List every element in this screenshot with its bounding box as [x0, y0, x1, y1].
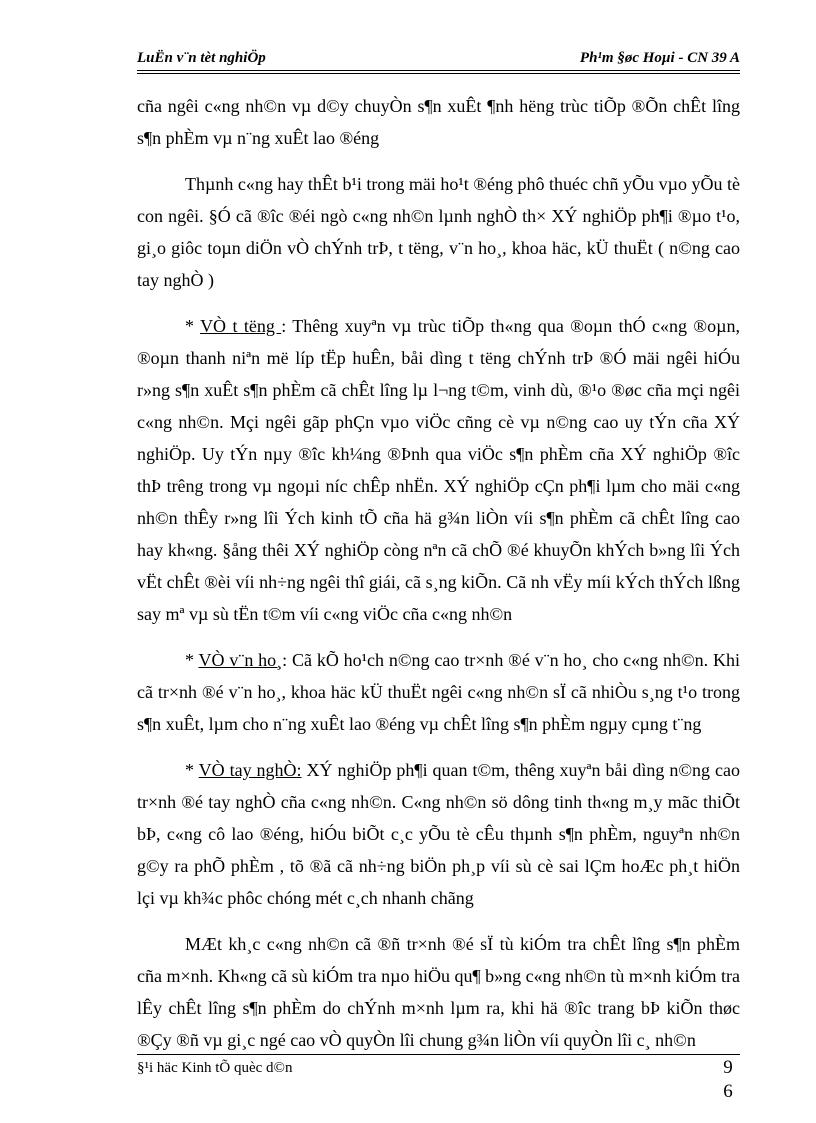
footer-rule [137, 1054, 740, 1055]
page-header [137, 48, 740, 70]
header-rule [137, 70, 740, 71]
section-label-ideology: VÒ t tëng [200, 316, 282, 336]
paragraph-ideology-text: : Thêng xuyªn vµ trùc tiÕp th«ng qua ®oµn thÓ c«ng ®oµn, ®oµn thanh niªn më líp tËp huÊn, båi dìng t tëng chÝnh trÞ ®Ó mäi ngêi hiÓu r»ng s¶n xuÊt s¶n phÈm cã chÊt lîng lµ l¬ng t©m, vinh dù, ®¹o ®øc cña mçi ngêi c«ng nh©n. Mçi ngêi gãp phÇn vµo viÖc cñng cè vµ n©ng cao uy tÝn cña XÝ nghiÖp. Uy tÝn nµy ®îc kh¼ng ®Þnh qua viÖc s¶n phÈm cña XÝ nghiÖp ®îc thÞ trêng trong vµ ngoµi níc chÊp nhËn. XÝ nghiÖp cÇn ph¶i lµm cho mäi c«ng nh©n thÊy r»ng lîi Ých kinh tÕ cña hä g¾n liÒn víi s¶n phÈm cã chÊt lîng cao hay kh«ng. §ång thêi XÝ nghiÖp còng nªn cã chÕ ®é khuyÕn khÝch b»ng lîi Ých vËt chÊt ®èi víi nh÷ng ngêi thî giái, cã s¸ng kiÕn. Cã nh vËy míi kÝch thÝch lßng say mª vµ sù tËn t©m víi c«ng viÖc cña c«ng nh©n [137, 316, 740, 624]
paragraph-culture: * VÒ v¨n ho¸: Cã kÕ ho¹ch n©ng cao tr×nh ®é v¨n ho¸ cho c«ng nh©n. Khi cã tr×nh ®é v¨n ho¸, khoa häc kÜ thuËt ngêi c«ng nh©n sÏ cã nhiÒu s¸ng t¹o trong s¶n xuÊt, lµm cho n¨ng xuÊt lao ®éng vµ chÊt lîng s¶n phÈm ngµy cµng t¨ng [137, 650, 740, 734]
section-label-culture: VÒ v¨n ho¸ [198, 650, 283, 670]
page-body [137, 90, 740, 1070]
header-thesis-title: LuËn v¨n tèt nghiÖp [137, 50, 266, 66]
paragraph-skill: * VÒ tay nghÒ: XÝ nghiÖp ph¶i quan t©m, thêng xuyªn båi dìng n©ng cao tr×nh ®é tay nghÒ cña c«ng nh©n. C«ng nh©n sö dông tinh th«ng m¸y mãc thiÕt bÞ, c«ng cô lao ®éng, hiÓu biÕt c¸c yÕu tè cÊu thµnh s¶n phÈm, nguyªn nh©n g©y ra phÕ phÈm , tõ ®ã cã nh÷ng biÖn ph¸p víi sù cè sai lÇm hoÆc ph¸t hiÖn lçi vµ kh¾c phôc chóng mét c¸ch nhanh chãng [137, 760, 740, 908]
paragraph-ideology: * VÒ t tëng : Thêng xuyªn vµ trùc tiÕp th«ng qua ®oµn thÓ c«ng ®oµn, ®oµn thanh niªn më líp tËp huÊn, båi dìng t tëng chÝnh trÞ ®Ó mäi ngêi hiÓu r»ng s¶n xuÊt s¶n phÈm cã chÊt lîng lµ l¬ng t©m, vinh dù, ®¹o ®øc cña mçi ngêi c«ng nh©n. Mçi ngêi gãp phÇn vµo viÖc cñng cè vµ n©ng cao uy tÝn cña XÝ nghiÖp. Uy tÝn nµy ®îc kh¼ng ®Þnh qua viÖc s¶n phÈm cña XÝ nghiÖp ®îc thÞ trêng trong vµ ngoµi níc chÊp nhËn. XÝ nghiÖp cÇn ph¶i lµm cho mäi c«ng nh©n thÊy r»ng lîi Ých kinh tÕ cña hä g¾n liÒn víi s¶n phÈm cã chÊt lîng cao hay kh«ng. §ång thêi XÝ nghiÖp còng nªn cã chÕ ®é khuyÕn khÝch b»ng lîi Ých vËt chÊt ®èi víi nh÷ng ngêi thî giái, cã s¸ng kiÕn. Cã nh vËy míi kÝch thÝch lßng say mª vµ sù tËn t©m víi c«ng viÖc cña c«ng nh©n [137, 316, 740, 624]
paragraph-culture-text: : Cã kÕ ho¹ch n©ng cao tr×nh ®é v¨n ho¸ cho c«ng nh©n. Khi cã tr×nh ®é v¨n ho¸, khoa häc kÜ thuËt ngêi c«ng nh©n sÏ cã nhiÒu s¸ng t¹o trong s¶n xuÊt, lµm cho n¨ng xuÊt lao ®éng vµ chÊt lîng s¶n phÈm ngµy cµng t¨ng [137, 650, 740, 734]
page-number-line-2: 6 [723, 1081, 733, 1102]
footer-university: §¹i häc Kinh tÕ quèc d©n [137, 1060, 293, 1076]
section-label-skill: VÒ tay nghÒ: [198, 760, 302, 780]
paragraph-skill-text: XÝ nghiÖp ph¶i quan t©m, thêng xuyªn båi dìng n©ng cao tr×nh ®é tay nghÒ cña c«ng nh©n. C«ng nh©n sö dông tinh th«ng m¸y mãc thiÕt bÞ, c«ng cô lao ®éng, hiÓu biÕt c¸c yÕu tè cÊu thµnh s¶n phÈm, nguyªn nh©n g©y ra phÕ phÈm , tõ ®ã cã nh÷ng biÖn ph¸p víi sù cè sai lÇm hoÆc ph¸t hiÖn lçi vµ kh¾c phôc chóng mét c¸ch nhanh chãng [137, 760, 740, 908]
paragraph-2: Thµnh c«ng hay thÊt b¹i trong mäi ho¹t ®éng phô thuéc chñ yÕu vµo yÕu tè con ngêi. §Ó cã ®îc ®éi ngò c«ng nh©n lµnh nghÒ th× XÝ nghiÖp ph¶i ®µo t¹o, gi¸o giôc toµn diÖn vÒ chÝnh trÞ, t tëng, v¨n ho¸, khoa häc, kÜ thuËt ( n©ng cao tay nghÒ ) [137, 174, 740, 290]
header-rule-thin [137, 73, 740, 74]
paragraph-1: cña ngêi c«ng nh©n vµ d©y chuyÒn s¶n xuÊt ¶nh hëng trùc tiÕp ®Õn chÊt lîng s¶n phÈm vµ n¨ng xuÊt lao ®éng [137, 96, 740, 148]
paragraph-6: MÆt kh¸c c«ng nh©n cã ®ñ tr×nh ®é sÏ tù kiÓm tra chÊt lîng s¶n phÈm cña m×nh. Kh«ng cã sù kiÓm tra nµo hiÖu qu¶ b»ng c«ng nh©n tù m×nh kiÓm tra lÊy chÊt lîng s¶n phÈm do chÝnh m×nh lµm ra, khi hä ®îc trang bÞ kiÕn thøc ®Çy ®ñ vµ gi¸c ngé cao vÒ quyÒn lîi chung g¾n liÒn víi quyÒn lîi c¸ nh©n [137, 934, 740, 1050]
page-number-line-1: 9 [723, 1057, 733, 1078]
page-number [718, 1056, 738, 1104]
header-author: Ph¹m §øc Hoµi - CN 39 A [579, 50, 740, 66]
